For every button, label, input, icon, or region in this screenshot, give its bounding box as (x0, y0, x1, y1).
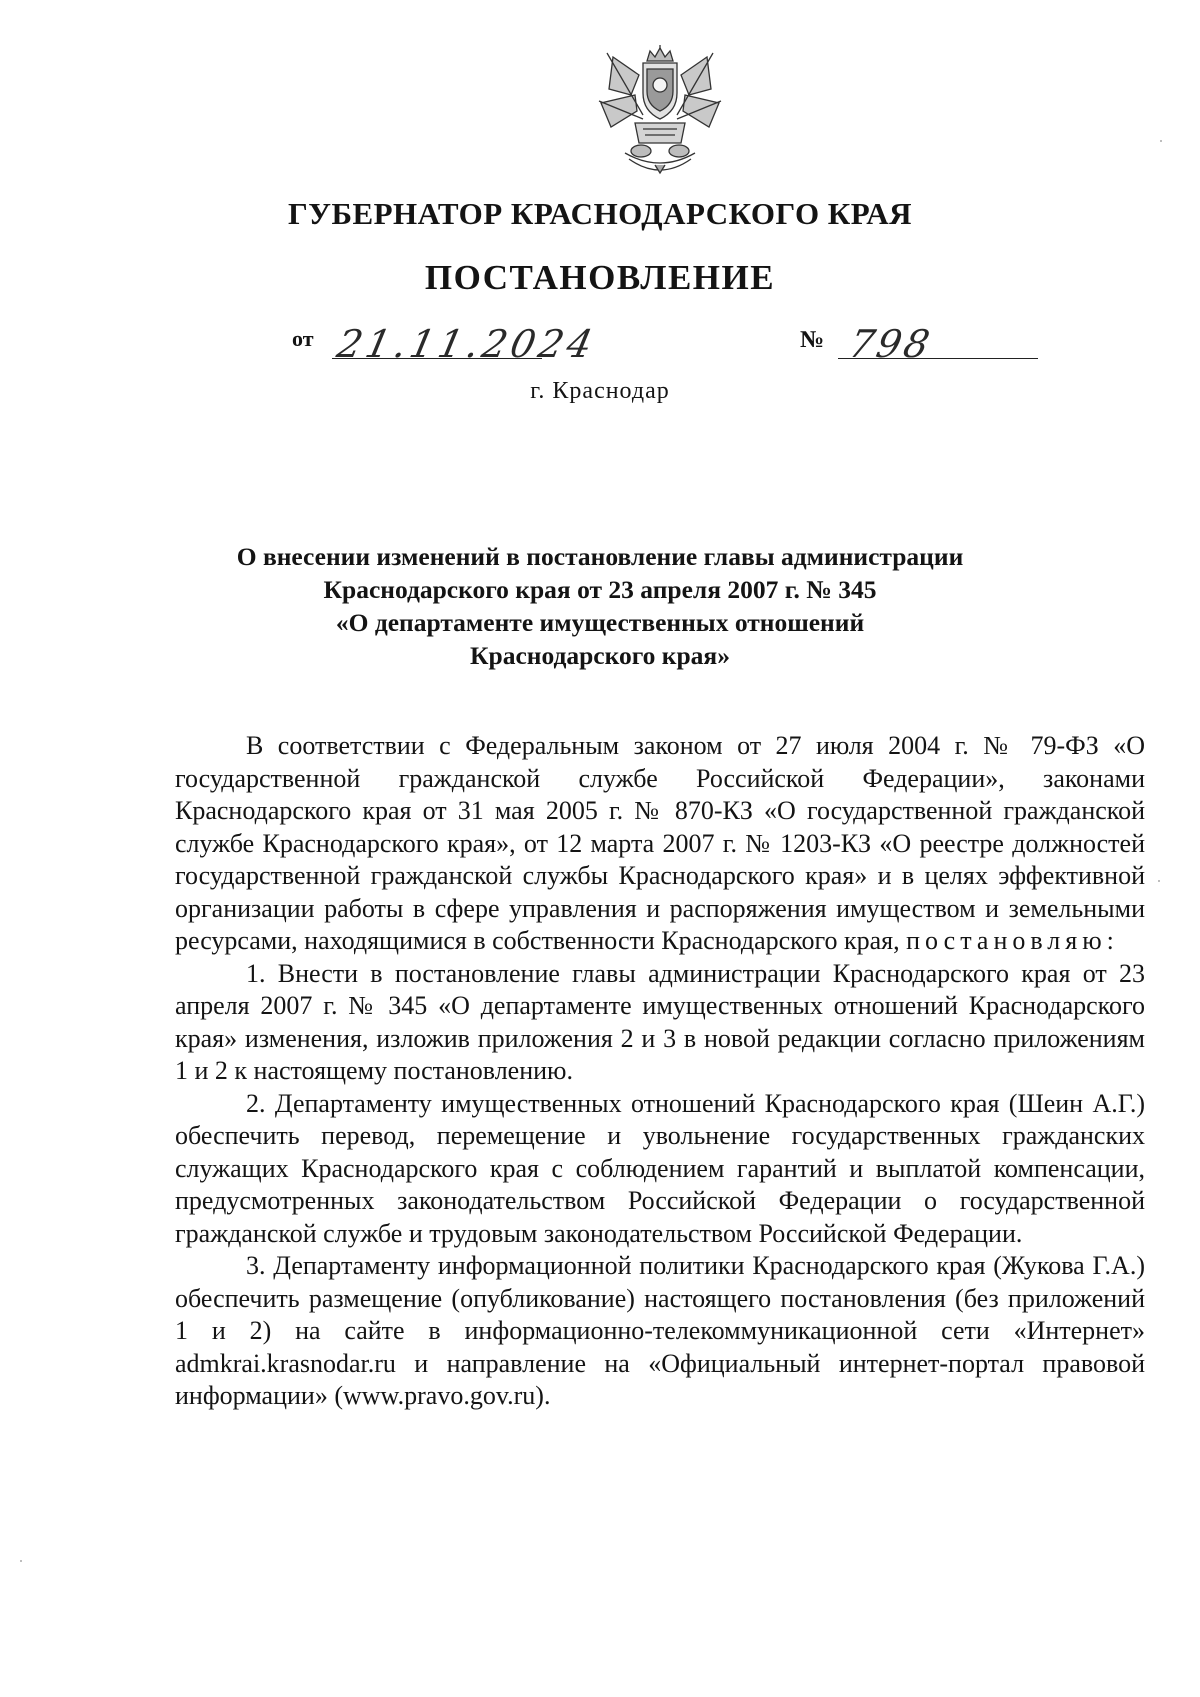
document-title (200, 540, 1000, 672)
date-underline (332, 358, 542, 359)
issue-city: г. Краснодар (530, 378, 670, 404)
krasnodar-krai-coat-of-arms-icon (595, 45, 725, 185)
document-type-heading: ПОСТАНОВЛЕНИЕ (424, 258, 776, 297)
handwritten-number: 798 (845, 322, 937, 366)
preamble-paragraph (175, 730, 1145, 958)
item-paragraph-3: 3. Департаменту информационной политики Краснодарского края (Жукова Г.А.) обеспечить размещение (опубликование) настоящего постановления (без приложений 1 и 2) на сайте в информационно-телекоммуникационной сети «Интернет» admkrai.krasnodar.ru и направление на «Официальный интернет-портал правовой информации» (www.pravo.gov.ru). (175, 1251, 1145, 1410)
number-underline (838, 358, 1038, 359)
document-body (175, 730, 1145, 1413)
item-paragraph-2: 2. Департаменту имущественных отношений Краснодарского края (Шеин А.Г.) обеспечить перевод, перемещение и увольнение государственных гражданских служащих Краснодарского края с соблюдением гарантий и выплатой компенсации, предусмотренных законодательством Российской Федерации о государственной гражданской службе и трудовым законодательством Российской Федерации. (175, 1088, 1145, 1248)
scan-speck (1160, 140, 1162, 142)
date-prefix: от (292, 326, 314, 351)
resolve-word: постановляю: (906, 926, 1119, 955)
title-line: Краснодарского края» (470, 641, 730, 670)
handwritten-date: 21.11.2024 (333, 322, 601, 366)
scan-speck (1158, 880, 1160, 882)
preamble-text: В соответствии с Федеральным законом от 27 июля 2004 г. № 79-ФЗ «О государственной гражданской службе Российской Федерации», законами Краснодарского края от 31 мая 2005 г. № 870-КЗ «О государственной гражданской службе Краснодарского края», от 12 марта 2007 г. № 1203-КЗ «О реестре должностей государственной гражданской службы Краснодарского края» и в целях эффективной организации работы в сфере управления и распоряжения имуществом и земельными ресурсами, находящимися в собственности Краснодарского края, (175, 731, 1145, 955)
item-paragraph-1: 1. Внести в постановление главы администрации Краснодарского края от 23 апреля 2007 г. № 345 «О департаменте имущественных отношений Краснодарского края» изменения, изложив приложения 2 и 3 в новой редакции согласно приложениям 1 и 2 к настоящему постановлению. (175, 958, 1145, 1085)
scan-speck (20, 1560, 22, 1562)
number-prefix: № (800, 327, 825, 353)
issuing-authority: ГУБЕРНАТОР КРАСНОДАРСКОГО КРАЯ (287, 196, 913, 231)
title-line: Краснодарского края от 23 апреля 2007 г. № 345 (323, 575, 877, 604)
title-line: «О департаменте имущественных отношений (335, 608, 865, 637)
title-line: О внесении изменений в постановление главы администрации (236, 542, 964, 571)
